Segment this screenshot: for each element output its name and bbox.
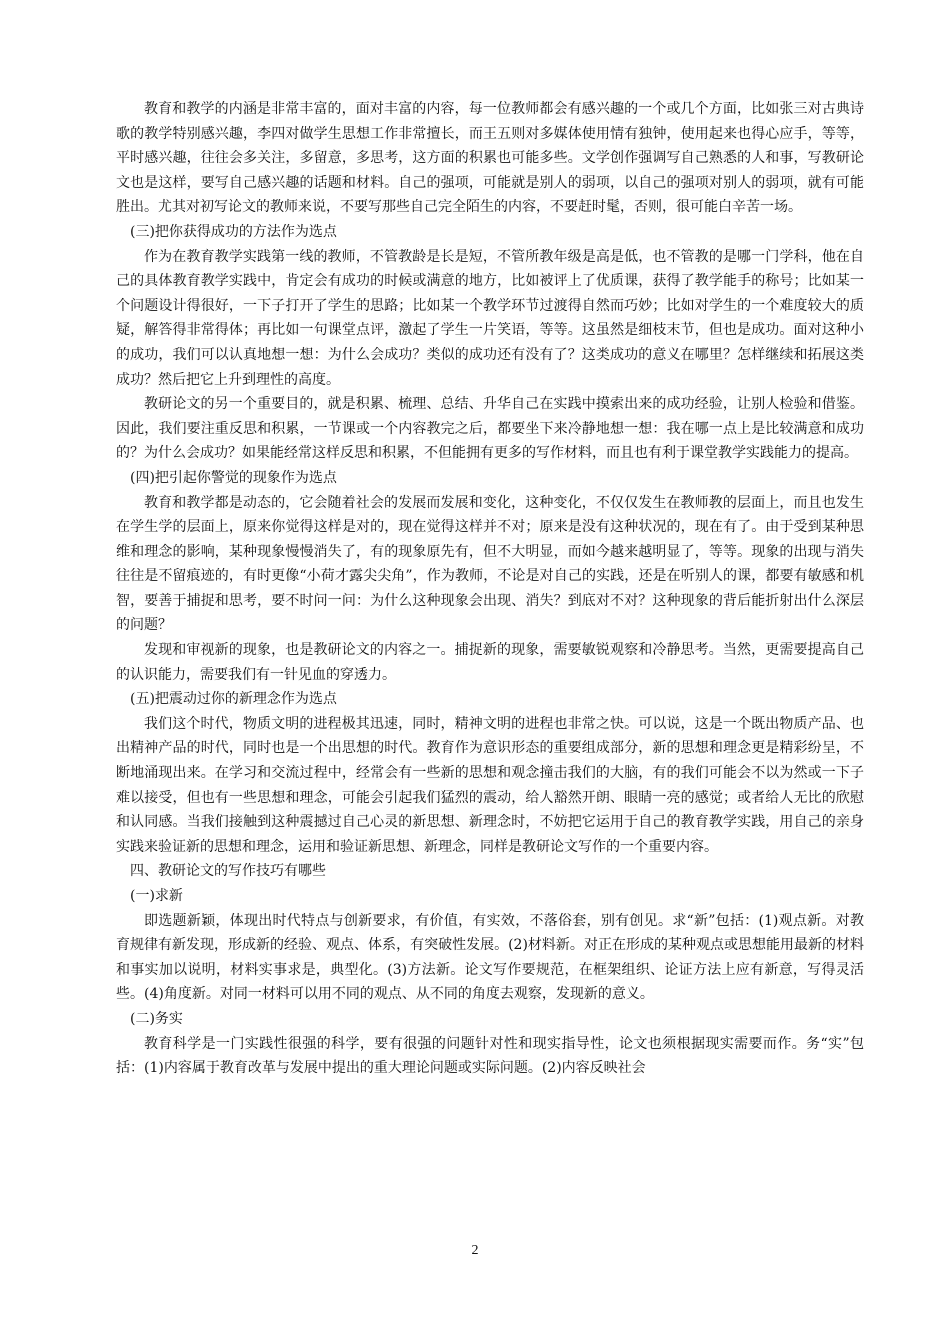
- section-heading: (三)把你获得成功的方法作为选点: [130, 223, 337, 240]
- section-heading: (二)务实: [130, 1010, 183, 1027]
- body-paragraph: 我们这个时代，物质文明的进程极其迅速，同时，精神文明的进程也非常之快。可以说，这是一个既出物质产品、也出精神产品的时代，同时也是一个出思想的时代。教育作为意识形态的重要组成部分，新的思想和理念更是精彩纷呈，不断地涌现出来。在学习和交流过程中，经常会有一些新的思想和观念撞击我们的大脑，有的我们可能会不以为然或一下子难以接受，但也有一些思想和理念，可能会引起我们猛烈的震动，给人豁然开朗、眼睛一亮的感觉；或者给人无比的欣慰和认同感。当我们接触到这种震撼过自己心灵的新思想、新理念时，不妨把它运用于自己的教育教学实践，用自己的亲身实践来验证新的思想和理念，运用和验证新思想、新理念，同样是教研论文写作的一个重要内容。: [116, 715, 864, 855]
- section-heading: (一)求新: [130, 888, 183, 904]
- section-heading: 四、教研论文的写作技巧有哪些: [130, 863, 326, 880]
- document-body: [116, 97, 864, 1081]
- body-paragraph: 发现和审视新的现象，也是教研论文的内容之一。捕捉新的现象，需要敏锐观察和冷静思考。当然，更需要提高自己的认识能力，需要我们有一针见血的穿透力。: [116, 642, 864, 683]
- body-paragraph: 教育和教学都是动态的，它会随着社会的发展而发展和变化，这种变化，不仅仅发生在教师教的层面上，而且也发生在学生学的层面上，原来你觉得这样是对的，现在觉得这样并不对；原来是没有这种状况的，现在有了。由于受到某种思维和理念的影响，某种现象慢慢消失了，有的现象原先有，但不大明显，而如今越来越明显了，等等。现象的出现与消失往往是不留痕迹的，有时更像“小荷才露尖尖角”，作为教师，不论是对自己的实践，还是在听别人的课，都要有敏感和机智，要善于捕捉和思考，要不时问一问：为什么这种现象会出现、消失？到底对不对？这种现象的背后能折射出什么深层的问题？: [116, 494, 864, 634]
- body-paragraph: 教育科学是一门实践性很强的科学，要有很强的问题针对性和现实指导性，论文也须根据现实需要而作。务“实”包括：(1)内容属于教育改革与发展中提出的重大理论问题或实际问题。(2)内容反映社会: [116, 1035, 864, 1077]
- page-number: 2: [471, 1243, 479, 1258]
- section-heading: (五)把震动过你的新理念作为选点: [130, 691, 337, 708]
- body-paragraph: 教育和教学的内涵是非常丰富的，面对丰富的内容，每一位教师都会有感兴趣的一个或几个方面，比如张三对古典诗歌的教学特别感兴趣，李四对做学生思想工作非常擅长，而王五则对多媒体使用情有独钟，使用起来也得心应手，等等，平时感兴趣，往往会多关注，多留意，多思考，这方面的积累也可能多些。文学创作强调写自己熟悉的人和事，写教研论文也是这样，要写自己感兴趣的话题和材料。自己的强项，可能就是别人的弱项，以自己的强项对别人的弱项，就有可能胜出。尤其对初写论文的教师来说，不要写那些自己完全陌生的内容，不要赶时髦，否则，很可能白辛苦一场。: [116, 101, 864, 216]
- body-paragraph: 教研论文的另一个重要目的，就是积累、梳理、总结、升华自己在实践中摸索出来的成功经验，让别人检验和借鉴。因此，我们要注重反思和积累，一节课或一个内容教完之后，都要坐下来冷静地想一想：我在哪一点上是比较满意和成功的？为什么会成功？如果能经常这样反思和积累，不但能拥有更多的写作材料，而且也有利于课堂教学实践能力的提高。: [116, 396, 864, 462]
- body-paragraph: 即选题新颖，体现出时代特点与创新要求，有价值，有实效，不落俗套，别有创见。求“新”包括：(1)观点新。对教育规律有新发现，形成新的经验、观点、体系，有突破性发展。(2)材料新。对正在形成的某种观点或思想能用最新的材料和事实加以说明，材料实事求是，典型化。(3)方法新。论文写作要规范，在框架组织、论证方法上应有新意，写得灵活些。(4)角度新。对同一材料可以用不同的观点、从不同的角度去观察，发现新的意义。: [116, 912, 864, 1003]
- section-heading: (四)把引起你警觉的现象作为选点: [130, 469, 337, 486]
- body-paragraph: 作为在教育教学实践第一线的教师，不管教龄是长是短，不管所教年级是高是低，也不管教的是哪一门学科，他在自己的具体教育教学实践中，肯定会有成功的时候或满意的地方，比如被评上了优质课，获得了教学能手的称号；比如某一个问题设计得很好，一下子打开了学生的思路；比如某一个教学环节过渡得自然而巧妙；比如对学生的一个难度较大的质疑，解答得非常得体；再比如一句课堂点评，激起了学生一片笑语，等等。这虽然是细枝末节，但也是成功。面对这种小的成功，我们可以认真地想一想：为什么会成功？类似的成功还有没有了？这类成功的意义在哪里？怎样继续和拓展这类成功？然后把它上升到理性的高度。: [116, 248, 864, 388]
